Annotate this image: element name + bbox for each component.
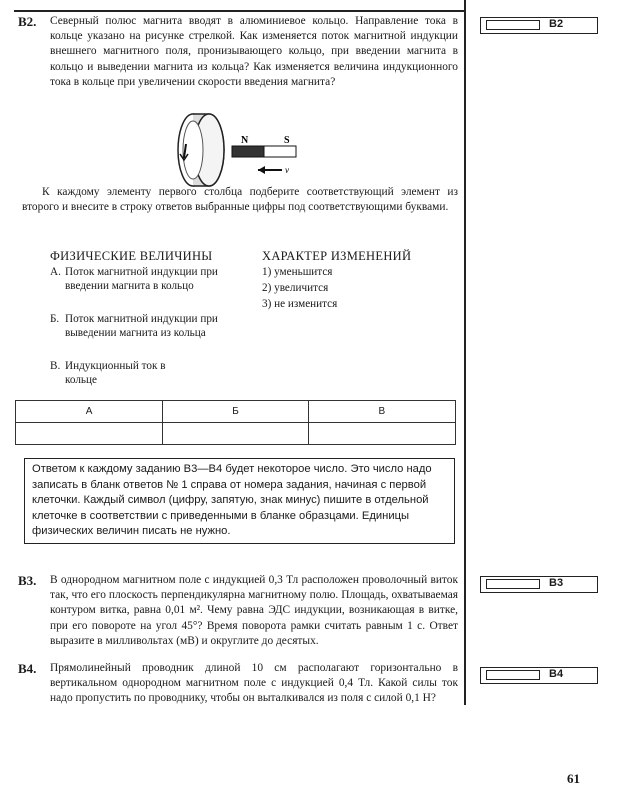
answer-table-b2	[15, 400, 456, 445]
answer-cell-a[interactable]	[16, 423, 163, 445]
answer-box-b4[interactable]	[480, 667, 598, 684]
answer-box-label: B4	[549, 668, 564, 680]
quantity-v: В. Индукционный ток в кольце	[50, 360, 166, 386]
answer-box-label: B2	[549, 18, 564, 30]
quantity-a: А. Поток магнитной индукции при введении магнита в кольцо	[50, 266, 218, 292]
top-rule	[14, 10, 464, 12]
question-text-b3: В однородном магнитном поле с индукцией 0,3 Тл расположен проволочный виток так, что его плоскость перпендикулярна магнитному полю. Площадь, охватываемая контуром витка, равна 0,01 м². Чему равна ЭДС индукции, возникающая в витке, при его повороте на угол 45°? Время поворота рамки считать равным 1 с. Ответ выразите в милливольтах (мВ) и округлите до десятых.	[50, 574, 458, 647]
velocity-label: v	[285, 165, 289, 175]
question-text-b2: Северный полюс магнита вводят в алюминиевое кольцо. Направление тока в кольце указано на рисунке стрелкой. Как изменяется поток магнитной индукции внешнего магнитного поля, пронизывающего кольцо, при введении магнита в кольцо и выведении магнита из кольца? Как изменяется величина индукционного тока в кольце при увеличении скорости введения магнита?	[50, 15, 458, 88]
magnet-north-label: N	[241, 135, 249, 146]
col1-heading: ФИЗИЧЕСКИЕ ВЕЛИЧИНЫ	[50, 249, 213, 263]
answer-box-b3[interactable]	[480, 576, 598, 593]
ring-magnet-figure	[165, 110, 315, 190]
margin-divider	[464, 0, 466, 705]
change-option-2: 2) увеличится	[262, 282, 329, 294]
question-number-b4: B4.	[18, 661, 37, 676]
answer-cell-b[interactable]	[163, 423, 309, 445]
answer-box-label: B3	[549, 577, 564, 589]
velocity-arrow-icon	[258, 165, 289, 175]
page-number: 61	[567, 771, 580, 786]
answer-cell[interactable]	[486, 579, 540, 589]
table-header-v: В	[308, 401, 455, 423]
table-header-b: Б	[163, 401, 309, 423]
change-option-3: 3) не изменится	[262, 298, 338, 310]
aluminum-ring	[178, 114, 224, 186]
question-number-b2: B2.	[18, 14, 37, 29]
magnet-south-label: S	[284, 135, 290, 146]
answer-cell[interactable]	[486, 670, 540, 680]
answer-cell[interactable]	[486, 20, 540, 30]
question-number-b3: B3.	[18, 573, 37, 588]
answer-cell-v[interactable]	[308, 423, 455, 445]
col2-heading: ХАРАКТЕР ИЗМЕНЕНИЙ	[262, 249, 412, 263]
bar-magnet	[232, 135, 296, 157]
question-text-b4: Прямолинейный проводник длиной 10 см располагают горизонтально в вертикальном однородном магнитном поле с индукцией 0,4 Тл. Какой силы ток надо пропустить по проводнику, чтобы он выталкивался из поля с силой 0,1 Н?	[50, 662, 458, 705]
change-option-1: 1) уменьшится	[262, 266, 333, 278]
instructions-notice: Ответом к каждому заданию В3—В4 будет некоторое число. Это число надо записать в бланк ответов № 1 справа от номера задания, начиная с первой клеточки. Каждый символ (цифру, запятую, знак минус) пишите в отдельной клеточке в соответствии с приведенными в бланке образцами. Единицы физических величин писать не нужно.	[24, 458, 455, 544]
table-header-a: А	[16, 401, 163, 423]
answer-box-b2[interactable]	[480, 17, 598, 34]
matching-instruction: К каждому элементу первого столбца подберите соответствующий элемент из второго и внесите в строку ответов выбранные цифры под соответствующими буквами.	[22, 186, 458, 214]
quantity-b: Б. Поток магнитной индукции при выведении магнита из кольца	[50, 313, 218, 339]
